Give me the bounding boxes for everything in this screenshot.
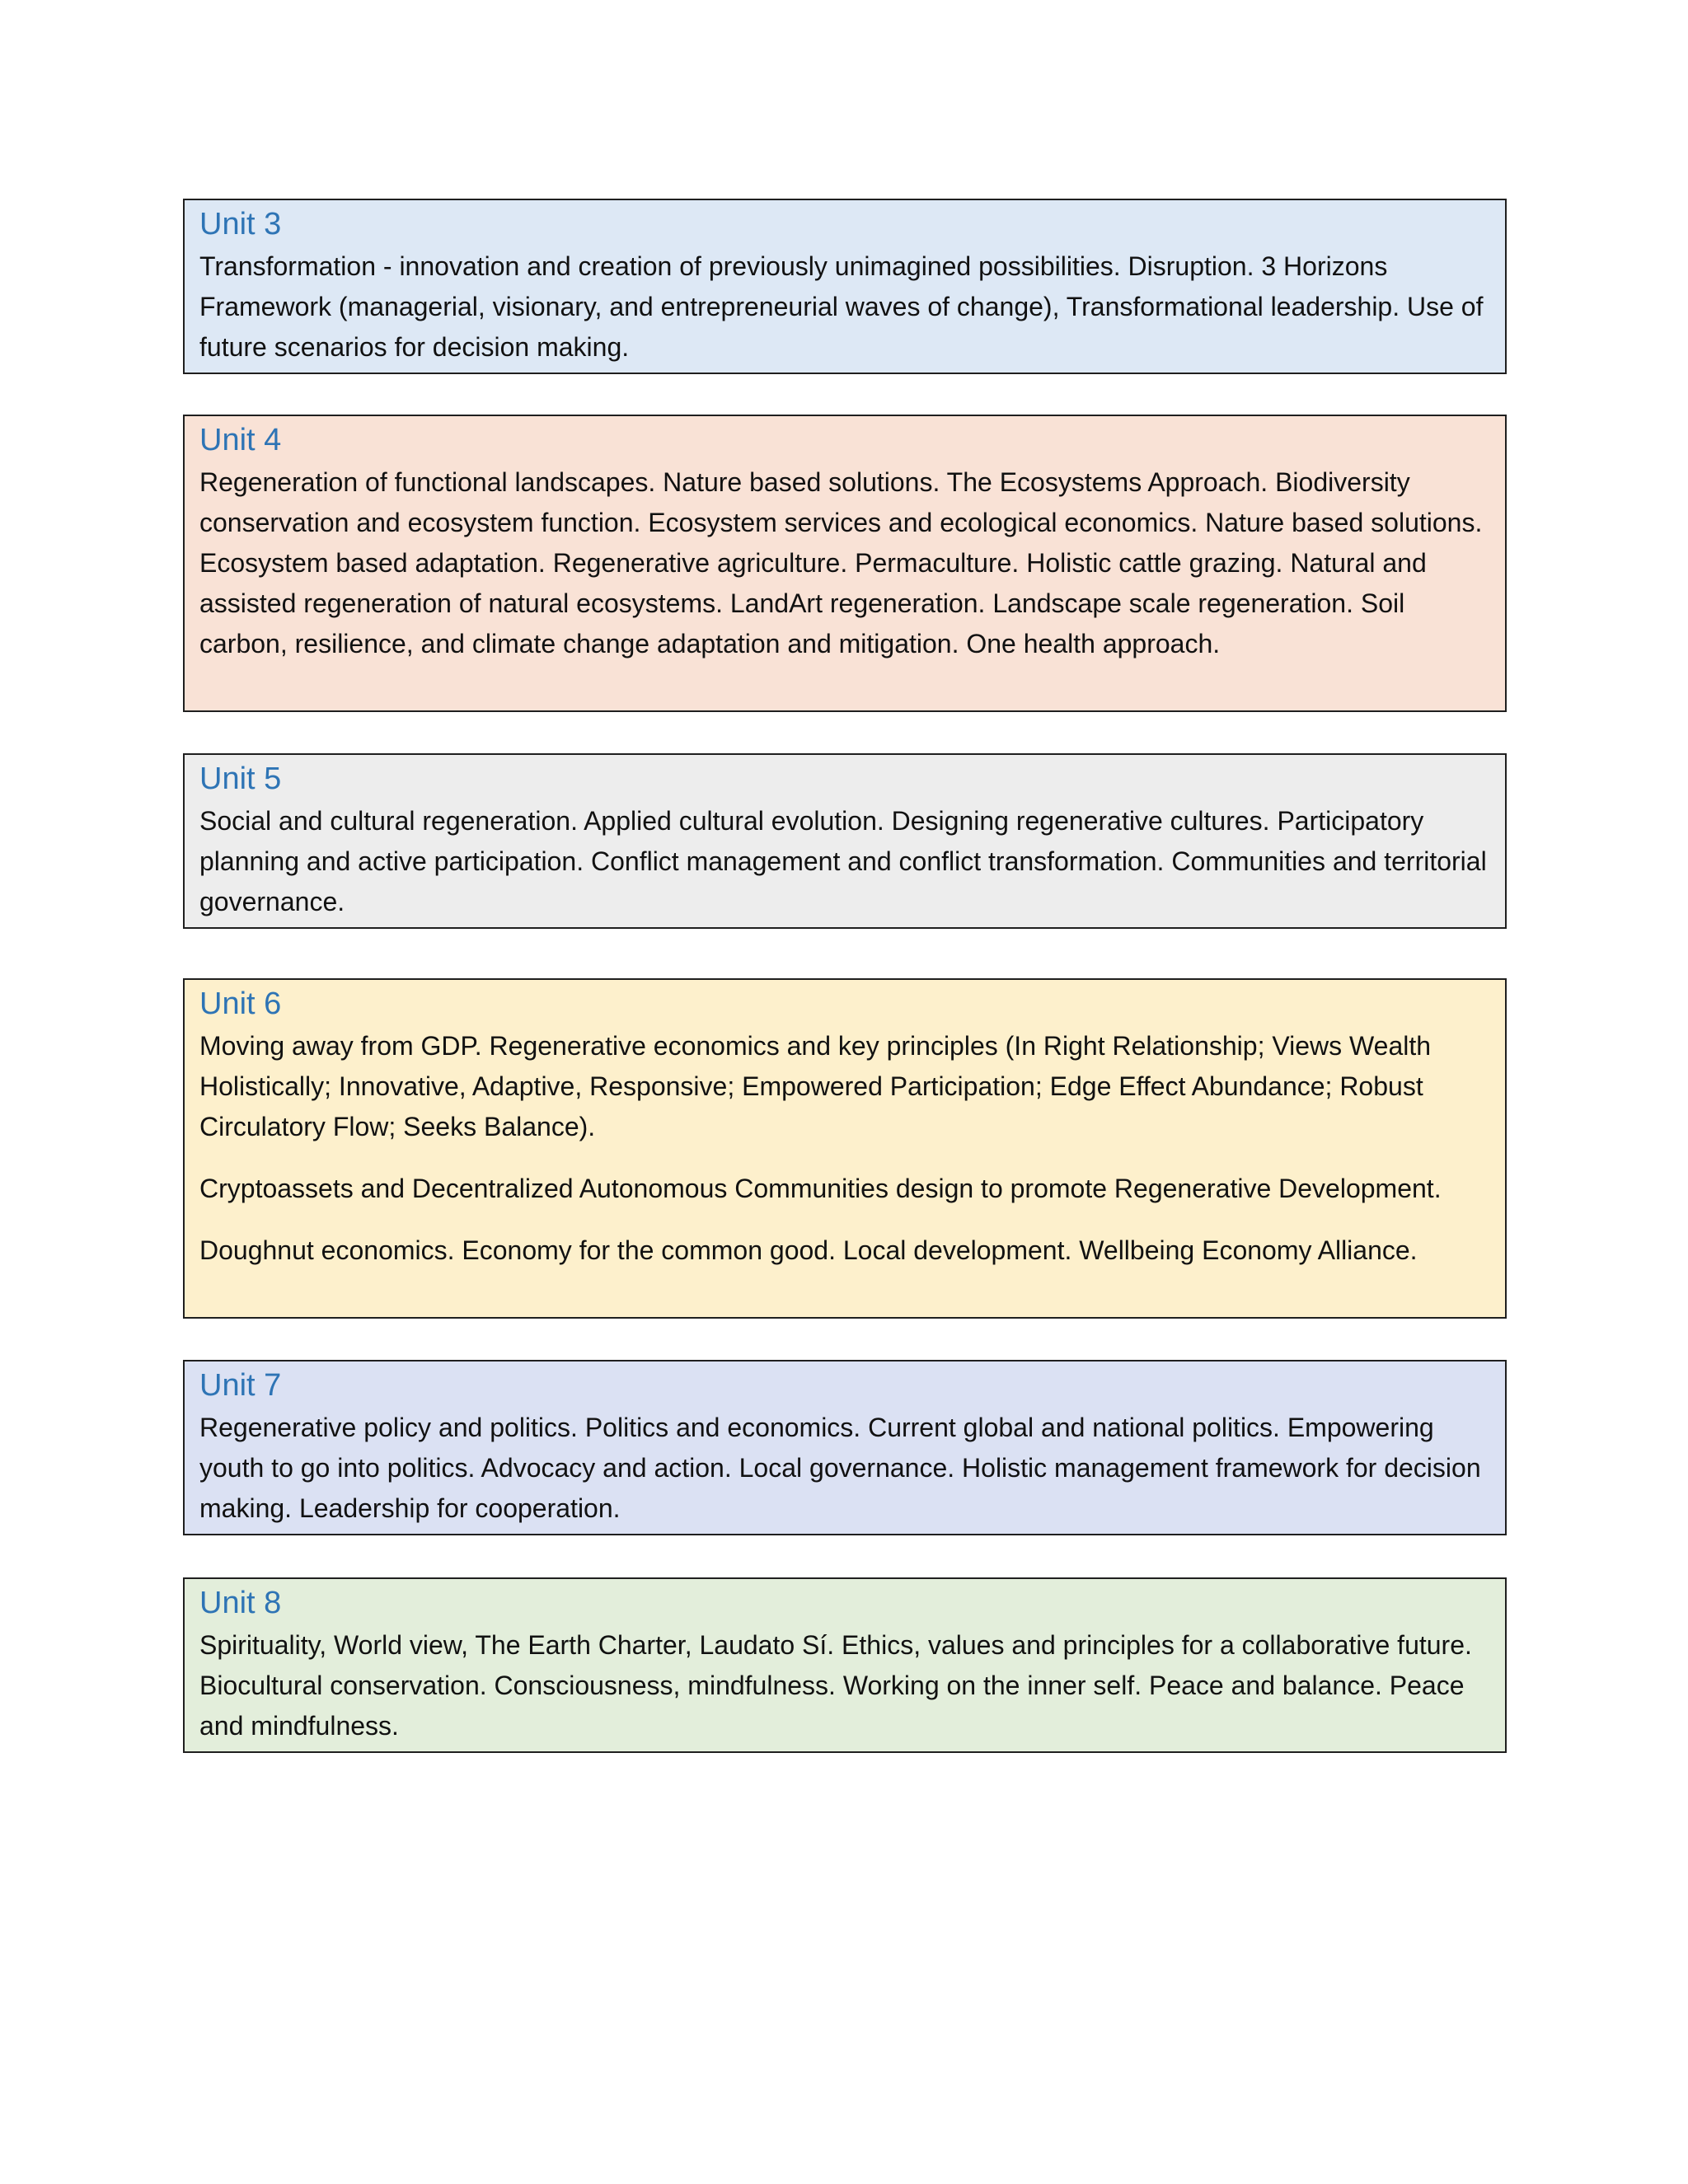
unit-8-box <box>183 1577 1507 1753</box>
unit-6-title: Unit 6 <box>199 987 282 1021</box>
unit-6-paragraph-3: Doughnut economics. Economy for the common good. Local development. Wellbeing Economy Alliance. <box>199 1235 1418 1265</box>
unit-6-paragraph-2: Cryptoassets and Decentralized Autonomous Communities design to promote Regenerative Development. <box>199 1174 1442 1203</box>
unit-7-description: Regenerative policy and politics. Politics and economics. Current global and national politics. Empowering youth to go into politics. Advocacy and action. Local governance. Holistic management framework for decision making. Leadership for cooperation. <box>199 1413 1481 1523</box>
unit-3-title: Unit 3 <box>199 207 282 241</box>
unit-4-description: Regeneration of functional landscapes. Nature based solutions. The Ecosystems Approach. Biodiversity conservation and ecosystem function. Ecosystem services and ecological economics. Nature based solutions. Ecosystem based adaptation. Regenerative agriculture. Permaculture. Holistic cattle grazing. Natural and assisted regeneration of natural ecosystems. LandArt regeneration. Landscape scale regeneration. Soil carbon, resilience, and climate change adaptation and mitigation. One health approach. <box>199 467 1483 658</box>
unit-8-description: Spirituality, World view, The Earth Charter, Laudato Sí. Ethics, values and principles for a collaborative future. Biocultural conservation. Consciousness, mindfulness. Working on the inner self. Peace and balance. Peace and mindfulness. <box>199 1630 1472 1741</box>
unit-7-title: Unit 7 <box>199 1368 282 1403</box>
unit-4-title: Unit 4 <box>199 423 282 457</box>
unit-3-box <box>183 199 1507 374</box>
unit-6-paragraph-1: Moving away from GDP. Regenerative economics and key principles (In Right Relationship; Views Wealth Holistically; Innovative, Adaptive, Responsive; Empowered Participation; Edge Effect Abundance; Robust Circulatory Flow; Seeks Balance). <box>199 1031 1432 1141</box>
unit-5-description: Social and cultural regeneration. Applied cultural evolution. Designing regenerative cultures. Participatory planning and active participation. Conflict management and conflict transformation. Communities and territorial governance. <box>199 806 1487 916</box>
unit-6-box <box>183 978 1507 1319</box>
unit-7-box <box>183 1360 1507 1535</box>
unit-3-description: Transformation - innovation and creation of previously unimagined possibilities. Disruption. 3 Horizons Framework (managerial, visionary, and entrepreneurial waves of change), Transformational leadership. Use of future scenarios for decision making. <box>199 251 1484 362</box>
unit-5-box <box>183 753 1507 929</box>
unit-8-title: Unit 8 <box>199 1586 282 1620</box>
unit-5-title: Unit 5 <box>199 762 282 796</box>
unit-4-box <box>183 415 1507 712</box>
